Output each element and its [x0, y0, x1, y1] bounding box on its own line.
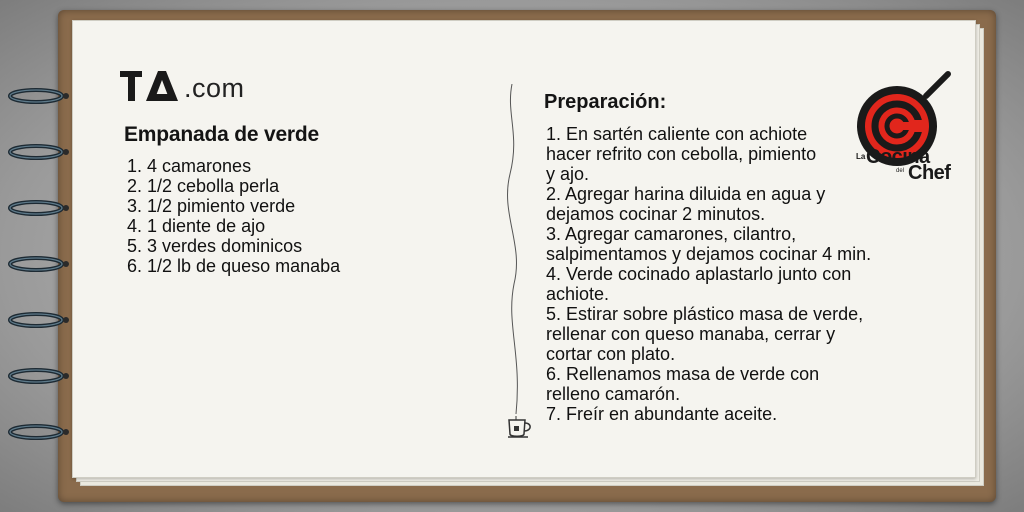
step-line: 6. Rellenamos masa de verde con: [546, 364, 820, 384]
step-line: 2. Agregar harina diluida en agua y: [546, 184, 826, 204]
steam-divider: [496, 84, 536, 414]
chef-logo-del: del: [896, 168, 905, 174]
spiral-ring-icon: [6, 197, 72, 217]
step-line: salpimentamos y dejamos cocinar 4 min.: [546, 244, 872, 264]
step-line: rellenar con queso manaba, cerrar y: [546, 324, 836, 344]
step-line: 5. Estirar sobre plástico masa de verde,: [546, 304, 864, 324]
spiral-ring-icon: [6, 421, 72, 441]
chef-logo-text: [856, 148, 956, 188]
spiral-ring-icon: [6, 309, 72, 329]
ingredient-item: 2. 1/2 cebolla perla: [127, 176, 280, 196]
site-logo[interactable]: [120, 68, 245, 102]
step-line: cortar con plato.: [546, 344, 676, 364]
spiral-ring-icon: [6, 365, 72, 385]
site-logo-domain: .com: [184, 73, 245, 103]
spiral-ring-icon: [6, 85, 72, 105]
ingredient-item: 5. 3 verdes dominicos: [127, 236, 303, 256]
spiral-ring-icon: [6, 253, 72, 273]
ingredient-item: 3. 1/2 pimiento verde: [127, 196, 296, 216]
step-line: dejamos cocinar 2 minutos.: [546, 204, 766, 224]
ingredient-item: 1. 4 camarones: [127, 156, 252, 176]
ingredient-item: 6. 1/2 lb de queso manaba: [127, 256, 341, 276]
step-line: hacer refrito con cebolla, pimiento: [546, 144, 817, 164]
step-line: achiote.: [546, 284, 610, 304]
ingredient-item: 4. 1 diente de ajo: [127, 216, 266, 236]
spiral-ring-icon: [6, 141, 72, 161]
coffee-mug-icon: [506, 414, 536, 440]
step-line: 7. Freír en abundante aceite.: [546, 404, 778, 424]
chef-logo-la: La: [856, 152, 866, 161]
step-line: 3. Agregar camarones, cilantro,: [546, 224, 797, 244]
step-line: relleno camarón.: [546, 384, 681, 404]
recipe-title: Empanada de verde: [124, 123, 320, 146]
chef-logo-chef: Chef: [908, 162, 951, 184]
preparation-title: Preparación:: [544, 91, 667, 113]
chef-logo-cocina: Cocina: [866, 146, 930, 168]
ta-logo-icon: [120, 70, 182, 102]
ingredient-list: [127, 156, 340, 276]
step-line: 4. Verde cocinado aplastarlo junto con: [546, 264, 852, 284]
step-line: 1. En sartén caliente con achiote: [546, 124, 808, 144]
step-line: y ajo.: [546, 164, 590, 184]
